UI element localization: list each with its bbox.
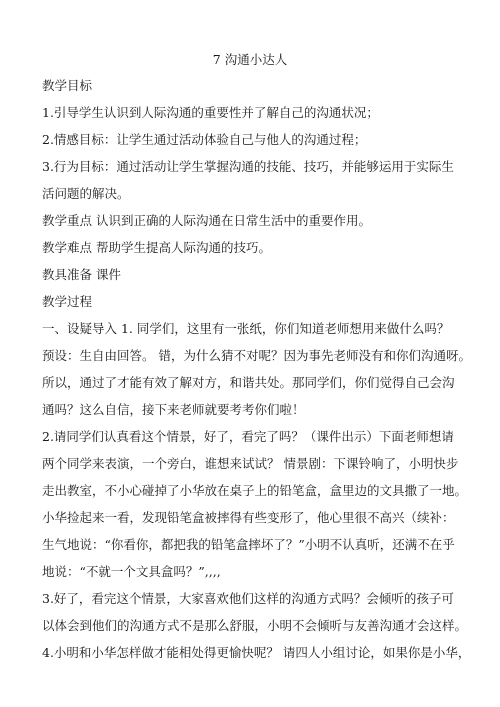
body-line: 教学重点 认识到正确的人际沟通在日常生活中的重要作用。 <box>42 213 371 228</box>
body-line: 走出教室，不小心碰掉了小华放在桌子上的铅笔盒，盒里边的文具撒了一地。 <box>42 483 468 498</box>
body-line: 教具准备 课件 <box>42 267 121 282</box>
body-line: 预设：生自由回答。 错，为什么猜不对呢？因为事先老师没有和你们沟通呀。 <box>42 348 471 363</box>
document-title: 7 沟通小达人 <box>212 52 288 67</box>
body-line: 一、设疑导入 1. 同学们，这里有一张纸，你们知道老师想用来做什么吗？ <box>42 321 450 336</box>
body-line: 地说：“不就一个文具盒吗？”,,,, <box>42 564 221 579</box>
body-line: 以体会到他们的沟通方式不是那么舒服，小明不会倾听与友善沟通才会这样。 <box>42 618 468 633</box>
body-line: 教学目标 <box>42 78 93 93</box>
body-line: 小华捡起来一看，发现铅笔盒被摔得有些变形了，他心里很不高兴（续补： <box>42 510 455 525</box>
body-line: 3.行为目标：通过活动让学生掌握沟通的技能、技巧，并能够运用于实际生 <box>42 159 454 174</box>
body-line: 教学过程 <box>42 294 93 309</box>
document-body <box>42 72 472 666</box>
body-line: 教学难点 帮助学生提高人际沟通的技巧。 <box>42 240 271 255</box>
body-line: 活问题的解决。 <box>42 186 130 201</box>
body-line: 3.好了，看完这个情景，大家喜欢他们这样的沟通方式吗？会倾听的孩子可 <box>42 591 454 606</box>
body-line: 两个同学来表演，一个旁白，谁想来试试？ 情景剧：下课铃响了，小明快步 <box>42 456 459 471</box>
body-line: 1.引导学生认识到人际沟通的重要性并了解自己的沟通状况； <box>42 105 379 120</box>
body-line: 通吗？这么自信，接下来老师就要考考你们啦！ <box>42 402 305 417</box>
body-line: 2.情感目标：让学生通过活动体验自己与他人的沟通过程； <box>42 132 367 147</box>
body-line: 生气地说：“你看你，都把我的铅笔盒摔坏了？”小明不认真听，还满不在乎 <box>42 537 455 552</box>
body-line: 4.小明和小华怎样做才能相处得更愉快呢？ 请四人小组讨论，如果你是小华， <box>42 645 471 660</box>
body-line: 所以，通过了才能有效了解对方，和谐共处。那同学们，你们觉得自己会沟 <box>42 375 455 390</box>
body-line: 2.请同学们认真看这个情景，好了，看完了吗？（课件出示）下面老师想请 <box>42 429 454 444</box>
